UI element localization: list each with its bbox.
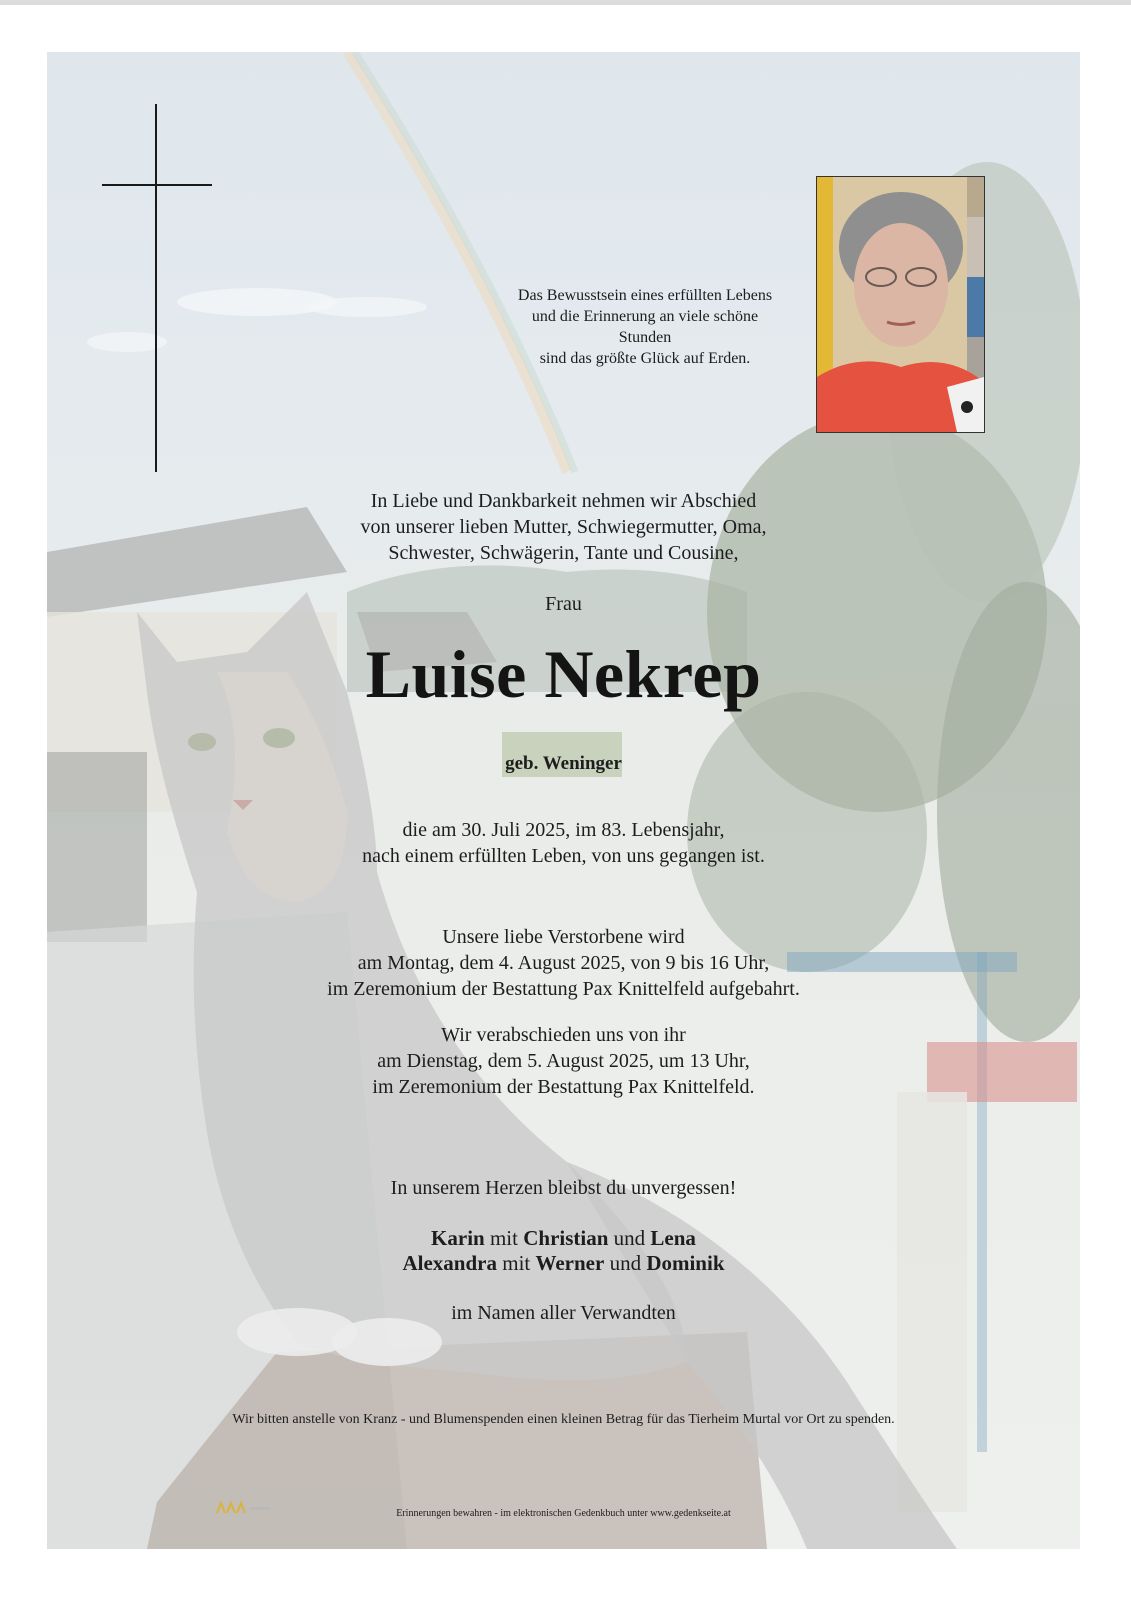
connector: und xyxy=(608,1226,651,1250)
relatives-line: im Namen aller Verwandten xyxy=(451,1302,676,1324)
scan-top-edge xyxy=(0,0,1131,5)
connector: und xyxy=(604,1251,647,1275)
farewell-line: von unserer lieben Mutter, Schwiegermutter, Oma, xyxy=(360,516,767,538)
quote-line: Das Bewusstsein eines erfüllten Lebens xyxy=(517,287,773,304)
funeral-line: am Dienstag, dem 5. August 2025, um 13 Uhr, xyxy=(377,1050,750,1072)
family-member: Lena xyxy=(650,1226,696,1250)
donation-request: Wir bitten anstelle von Kranz - und Blumenspenden einen kleinen Betrag für das Tierheim Murtal vor Ort zu spenden. xyxy=(232,1412,895,1427)
funeral-line: Wir verabschieden uns von ihr xyxy=(441,1024,686,1046)
cross-vertical-bar xyxy=(155,104,157,472)
obituary-card xyxy=(47,52,1080,1549)
death-line: nach einem erfüllten Leben, von uns gegangen ist. xyxy=(362,845,765,867)
viewing-line: am Montag, dem 4. August 2025, von 9 bis 16 Uhr, xyxy=(357,952,770,974)
funeral-notice xyxy=(47,1022,1080,1100)
family-signatures xyxy=(47,1226,1080,1276)
death-notice xyxy=(47,817,1080,869)
family-member: Christian xyxy=(523,1226,609,1250)
closing-line: In unserem Herzen bleibst du unvergessen! xyxy=(390,1177,737,1199)
memorial-quote xyxy=(410,285,880,369)
salutation: Frau xyxy=(545,593,582,615)
family-member: Dominik xyxy=(646,1251,725,1275)
viewing-line: Unsere liebe Verstorbene wird xyxy=(442,926,685,948)
farewell-text xyxy=(47,488,1080,566)
funeral-line: im Zeremonium der Bestattung Pax Knittelfeld. xyxy=(372,1076,755,1098)
connector: mit xyxy=(484,1226,524,1250)
quote-line: und die Erinnerung an viele schöne xyxy=(531,308,759,325)
death-line: die am 30. Juli 2025, im 83. Lebensjahr, xyxy=(402,819,725,841)
family-member: Karin xyxy=(431,1226,485,1250)
quote-line: sind das größte Glück auf Erden. xyxy=(539,350,751,367)
viewing-line: im Zeremonium der Bestattung Pax Knittelfeld aufgebahrt. xyxy=(327,978,800,1000)
farewell-line: Schwester, Schwägerin, Tante und Cousine, xyxy=(388,542,739,564)
family-member: Alexandra xyxy=(402,1251,497,1275)
family-line xyxy=(47,1226,1080,1251)
family-line xyxy=(47,1251,1080,1276)
deceased-name: Luise Nekrep xyxy=(365,636,762,712)
connector: mit xyxy=(496,1251,536,1275)
viewing-notice xyxy=(47,924,1080,1002)
quote-line: Stunden xyxy=(618,329,672,346)
farewell-line: In Liebe und Dankbarkeit nehmen wir Abschied xyxy=(370,490,757,512)
cross-horizontal-bar xyxy=(102,184,212,186)
birth-name: geb. Weninger xyxy=(505,753,622,774)
family-member: Werner xyxy=(535,1251,605,1275)
guestbook-footer: Erinnerungen bewahren - im elektronischen Gedenkbuch unter www.gedenkseite.at xyxy=(396,1508,731,1519)
